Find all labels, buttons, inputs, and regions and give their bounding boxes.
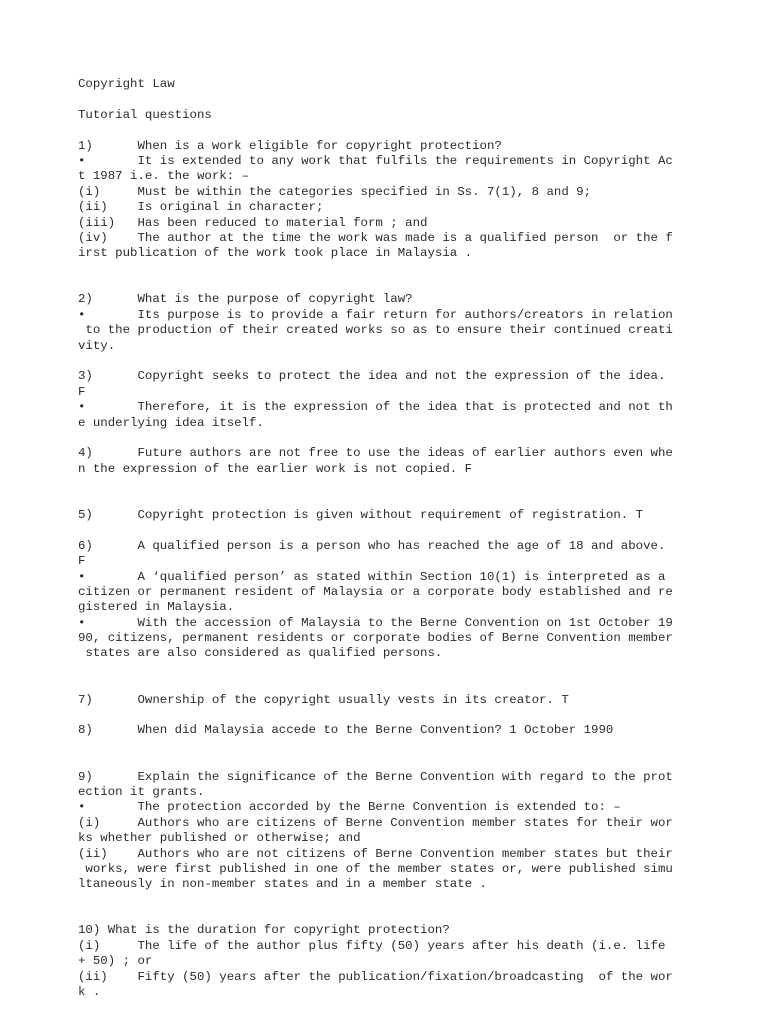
text-line: irst publication of the work took place in Malaysia . [78,246,473,261]
spacer [78,262,698,277]
text-line: (iv) The author at the time the work was made is a qualified person or the f [78,230,673,245]
question-block [78,693,698,724]
spacer [78,431,698,446]
text-line: • Therefore, it is the expression of the idea that is protected and not th [78,400,673,415]
text-line: ection it grants. [78,784,205,799]
text-line: • A ‘qualified person’ as stated within Section 10(1) is interpreted as a [78,569,666,584]
text-line: • With the accession of Malaysia to the Berne Convention on 1st October 19 [78,615,673,630]
document-title: Copyright Law [78,77,175,91]
blank-line [78,277,698,292]
spacer [78,354,698,369]
text-line: (ii) Is original in character; [78,200,324,215]
text-line: 7) Ownership of the copyright usually vests in its creator. T [78,692,569,707]
question-block [78,770,698,909]
text-line: ks whether published or otherwise; and [78,831,361,846]
text-line: 8) When did Malaysia accede to the Berne Convention? 1 October 1990 [78,723,614,738]
text-line: states are also considered as qualified persons. [78,646,443,661]
text-line: t 1987 i.e. the work: – [78,169,250,184]
text-line: 90, citizens, permanent residents or corporate bodies of Berne Convention member [78,631,673,646]
document-subtitle: Tutorial questions [78,107,212,122]
text-line: 9) Explain the significance of the Berne Convention with regard to the prot [78,769,673,784]
spacer [78,739,698,754]
blank-line [78,754,698,769]
spacer [78,277,698,292]
text-line: (ii) Fifty (50) years after the publication/fixation/broadcasting of the wor [78,969,673,984]
text-line: n the expression of the earlier work is not copied. F [78,461,473,476]
text-line: ltaneously in non-member states and in a member state . [78,877,487,892]
spacer [78,893,698,908]
text-line: e underlying idea itself. [78,415,264,430]
blank-line [78,677,698,692]
spacer [78,92,698,107]
blank-line [78,493,698,508]
question-block [78,723,698,754]
question-block [78,446,698,492]
text-line: (i) Authors who are citizens of Berne Convention member states for their wor [78,815,673,830]
question-block [78,139,698,278]
spacer [78,477,698,492]
text-line: (ii) Authors who are not citizens of Berne Convention member states but their [78,846,673,861]
text-line: 2) What is the purpose of copyright law? [78,292,413,307]
text-line: gistered in Malaysia. [78,600,235,615]
spacer [78,662,698,677]
text-line: (iii) Has been reduced to material form ; and [78,215,428,230]
text-line: 10) What is the duration for copyright protection? [78,923,450,938]
spacer [78,908,698,923]
text-line: + 50) ; or [78,954,153,969]
text-line: • Its purpose is to provide a fair return for authors/creators in relation [78,307,673,322]
text-line: 1) When is a work eligible for copyright protection? [78,138,502,153]
text-line: (i) The life of the author plus fifty (50) years after his death (i.e. life [78,938,666,953]
spacer [78,523,698,538]
text-line: works, were first published in one of the member states or, were published simu [78,861,673,876]
text-line: • The protection accorded by the Berne Convention is extended to: – [78,800,621,815]
question-block [78,539,698,678]
question-block [78,508,698,539]
text-line: 4) Future authors are not free to use the ideas of earlier authors even whe [78,446,673,461]
text-line: citizen or permanent resident of Malaysia or a corporate body established and re [78,584,673,599]
blank-line [78,908,698,923]
text-line: 6) A qualified person is a person who has reached the age of 18 and above. [78,538,666,553]
question-block [78,369,698,446]
text-line: 3) Copyright seeks to protect the idea and not the expression of the idea. [78,369,666,384]
spacer [78,708,698,723]
text-line: F [78,384,86,399]
question-block [78,292,698,369]
question-block [78,923,698,1000]
spacer [78,754,698,769]
spacer [78,677,698,692]
question-list [78,139,698,1001]
text-line: F [78,554,86,569]
document-page [78,77,698,1000]
text-line: k . [78,985,101,1000]
spacer [78,493,698,508]
text-line: • It is extended to any work that fulfils the requirements in Copyright Ac [78,153,673,168]
text-line: to the production of their created works so as to ensure their continued creati [78,323,673,338]
text-line: (i) Must be within the categories specified in Ss. 7(1), 8 and 9; [78,184,592,199]
text-line: vity. [78,338,116,353]
spacer [78,123,698,138]
text-line: 5) Copyright protection is given without requirement of registration. T [78,507,644,522]
